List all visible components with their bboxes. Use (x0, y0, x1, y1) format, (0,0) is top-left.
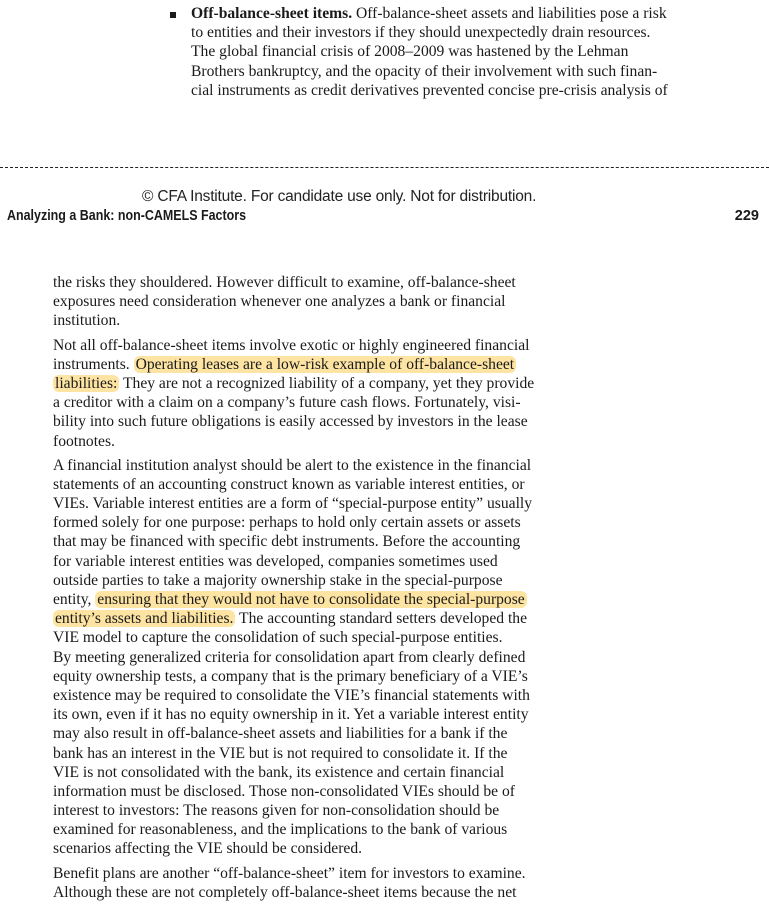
text-line (53, 590, 553, 609)
text-segment: They are not a recognized liability of a company, yet they provide (119, 374, 535, 392)
paragraph-3 (53, 456, 553, 859)
paragraph-1 (53, 273, 553, 331)
text-line: institution. (53, 312, 121, 330)
bullet-line-text: Off-balance-sheet assets and liabilities pose a risk (352, 5, 667, 22)
text-line: outside parties to take a majority ownership stake in the special-purpose (53, 571, 503, 589)
text-line: bank has an interest in the VIE but is not required to consolidate it. If the (53, 744, 508, 762)
text-line: A financial institution analyst should be alert to the existence in the financial (53, 456, 532, 474)
text-line: By meeting generalized criteria for consolidation apart from clearly defined (53, 648, 526, 666)
bullet-text (191, 4, 731, 100)
bullet-line: Brothers bankruptcy, and the opacity of their involvement with such finan- (191, 62, 658, 80)
bullet-lead: Off-balance-sheet items. (191, 5, 353, 22)
copyright-notice: © CFA Institute. For candidate use only. Not for distribution. (142, 188, 537, 205)
text-line: exposures need consideration whenever one analyzes a bank or financial (53, 293, 506, 311)
page-break-divider (0, 167, 769, 168)
bullet-square-icon (170, 12, 176, 18)
text-line: Not all off-balance-sheet items involve exotic or highly engineered financial (53, 336, 530, 354)
text-line: its own, even if it has no equity ownership in it. Yet a variable interest entity (53, 706, 529, 724)
highlight[interactable]: liabilities: (55, 374, 118, 392)
text-line (53, 355, 553, 374)
text-line: information must be disclosed. Those non-consolidated VIEs should be of (53, 782, 515, 800)
text-line: formed solely for one purpose: perhaps to hold only certain assets or assets (53, 514, 521, 532)
text-line: existence may be required to consolidate the VIE’s financial statements with (53, 686, 530, 704)
text-line (53, 374, 553, 393)
text-line: interest to investors: The reasons given for non-consolidation should be (53, 802, 500, 820)
text-line: bility into such future obligations is easily accessed by investors in the lease (53, 413, 528, 431)
text-line: the risks they shouldered. However difficult to examine, off-balance-sheet (53, 274, 516, 291)
text-line: for variable interest entities was developed, companies sometimes used (53, 552, 498, 570)
text-line: a creditor with a claim on a company’s future cash flows. Fortunately, visi- (53, 394, 521, 412)
bullet-line: cial instruments as credit derivatives prevented concise pre-crisis analysis of (191, 81, 668, 99)
text-line: may also result in off-balance-sheet assets and liabilities for a bank if the (53, 725, 508, 743)
text-line: examined for reasonableness, and the implications to the bank of various (53, 821, 508, 839)
text-segment: entity, (53, 591, 96, 608)
text-line: scenarios affecting the VIE should be considered. (53, 840, 363, 858)
paragraph-2 (53, 336, 553, 451)
text-line: VIE is not consolidated with the bank, its existence and certain financial (53, 763, 505, 781)
text-line: Although these are not completely off-balance-sheet items because the net (53, 883, 517, 901)
bullet-line: to entities and their investors if they should unexpectedly drain resources. (191, 24, 651, 42)
text-line: equity ownership tests, a company that is the primary beneficiary of a VIE’s (53, 667, 528, 685)
bullet-line: The global financial crisis of 2008–2009 was hastened by the Lehman (191, 43, 629, 61)
body-text (53, 273, 553, 907)
text-line: VIEs. Variable interest entities are a form of “special-purpose entity” usually (53, 495, 533, 513)
text-line: statements of an accounting construct known as variable interest entities, or (53, 475, 525, 493)
text-line: VIE model to capture the consolidation of such special-purpose entities. (53, 629, 503, 647)
highlight[interactable]: Operating leases are a low-risk example of off-balance-sheet (135, 355, 515, 373)
text-segment: instruments. (53, 355, 134, 373)
text-line: footnotes. (53, 432, 115, 450)
highlight[interactable]: ensuring that they would not have to consolidate the special-purpose (97, 591, 525, 608)
text-segment: The accounting standard setters developed the (235, 610, 527, 628)
paragraph-4 (53, 864, 553, 902)
running-head: Analyzing a Bank: non-CAMELS Factors (7, 208, 247, 224)
bullet-line (191, 4, 731, 23)
text-line: that may be financed with specific debt instruments. Before the accounting (53, 533, 521, 551)
text-line (53, 609, 553, 628)
page-number: 229 (734, 208, 759, 224)
highlight[interactable]: entity’s assets and liabilities. (55, 610, 234, 628)
text-line: Benefit plans are another “off-balance-sheet” item for investors to examine. (53, 864, 526, 882)
